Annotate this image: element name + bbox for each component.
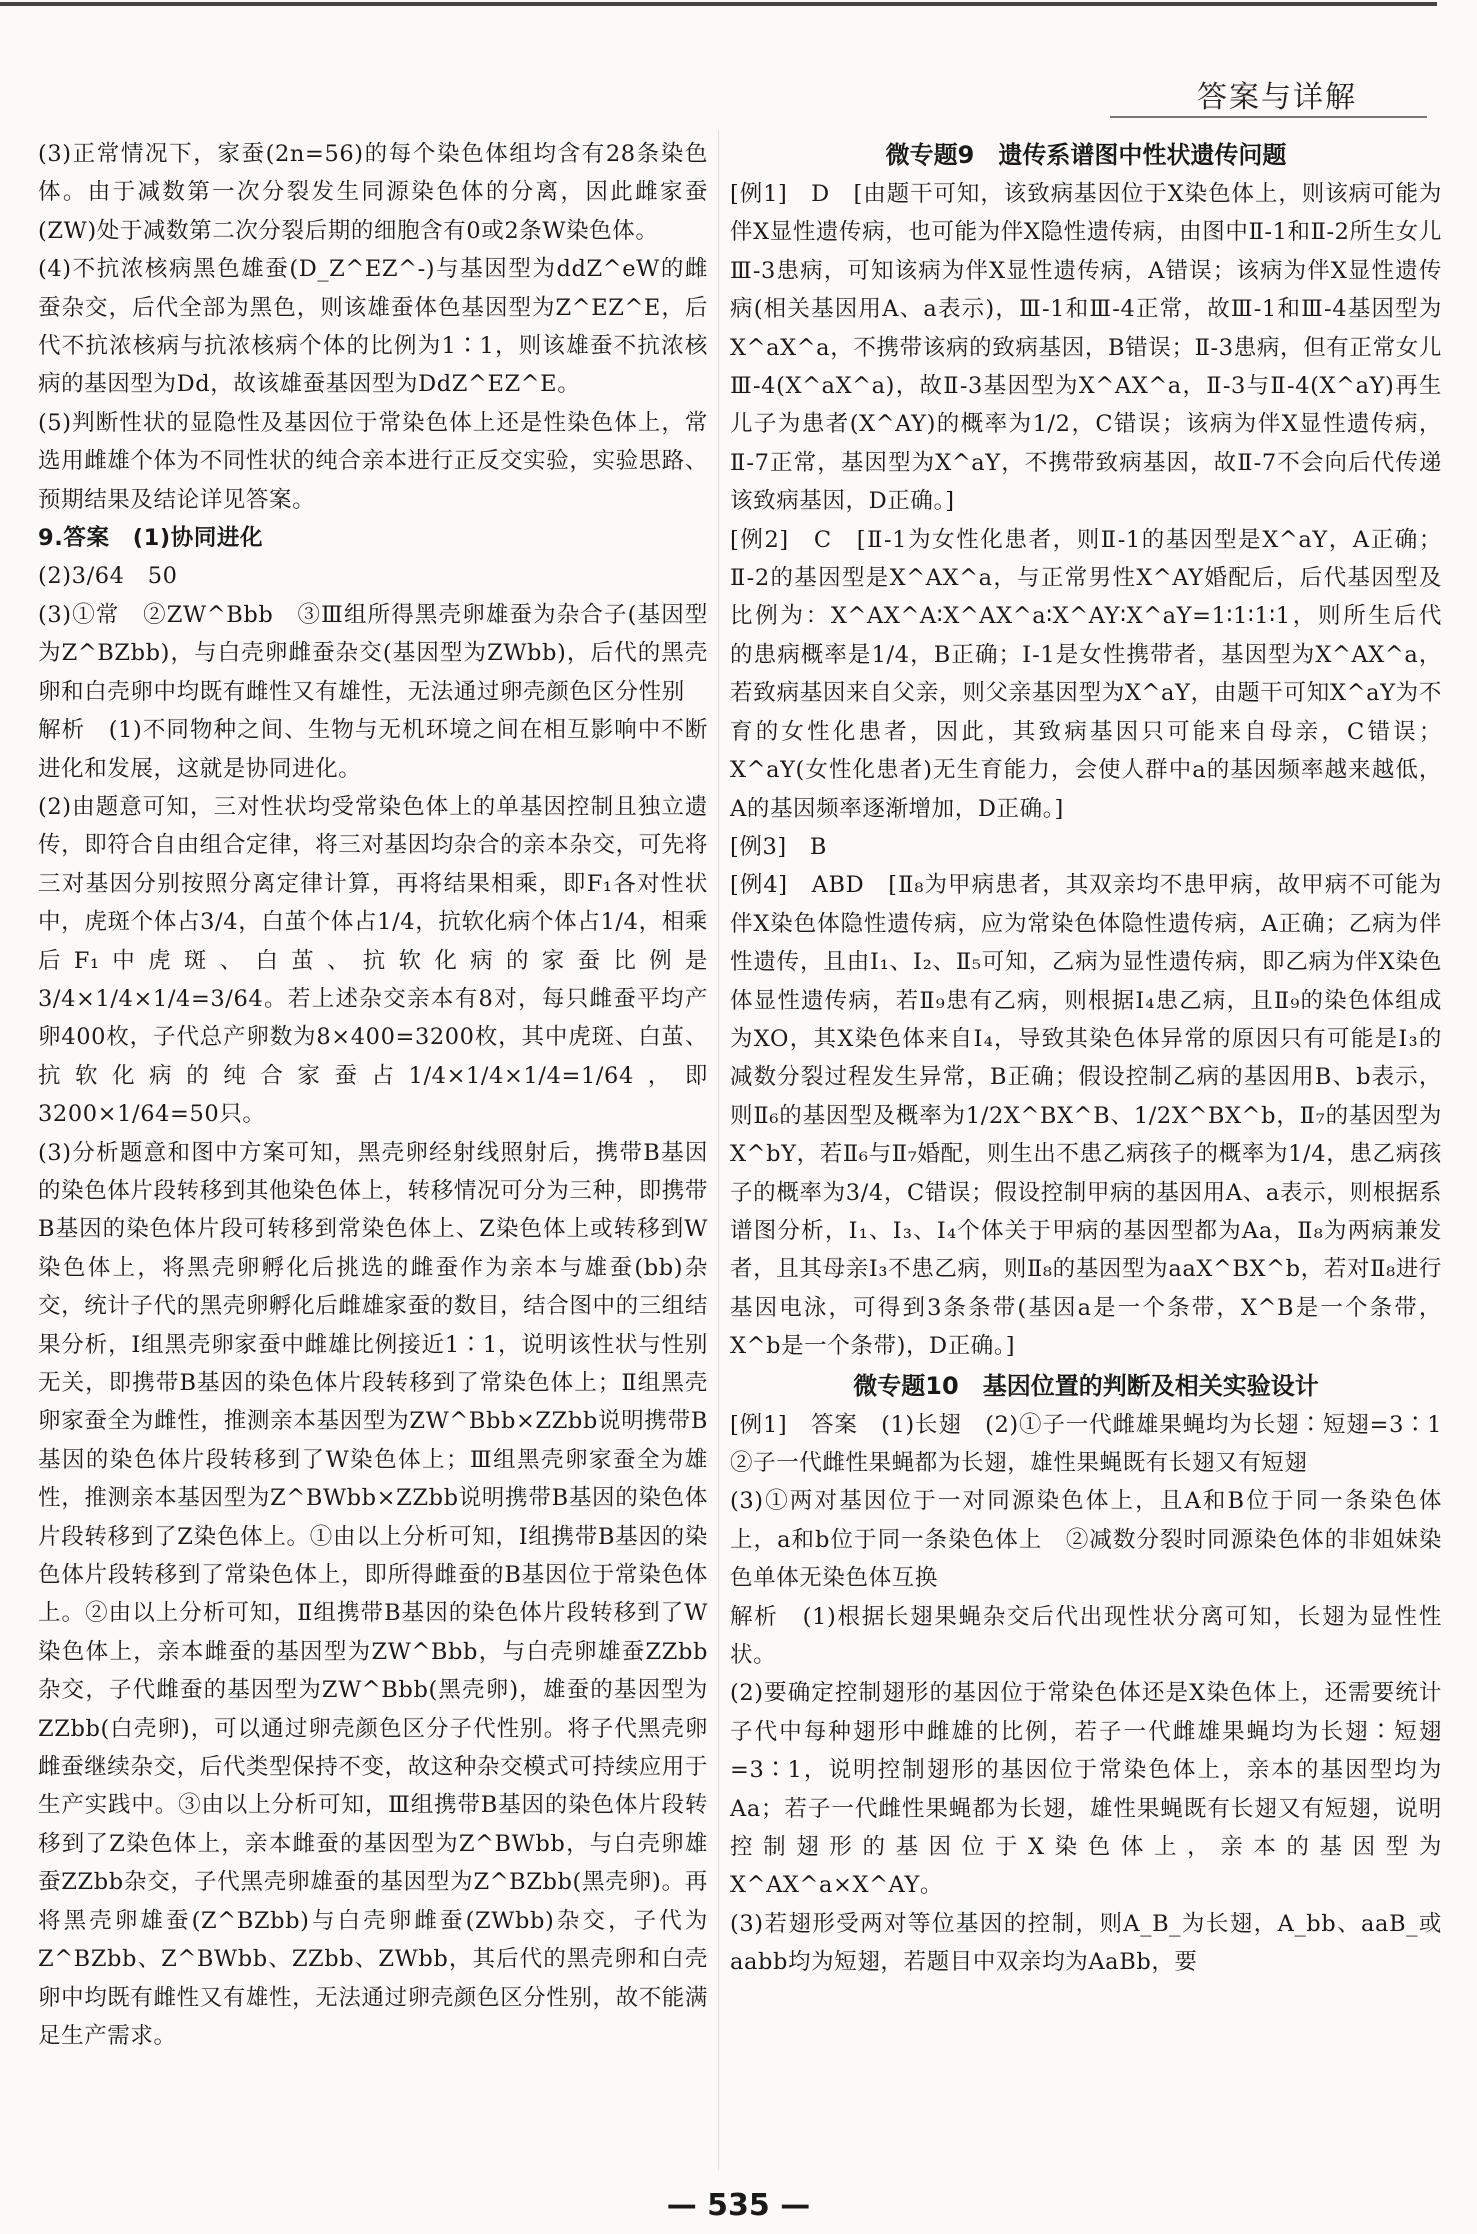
analysis-paragraph: 解析 (1)根据长翅果蝇杂交后代出现性状分离可知，长翅为显性性状。	[730, 1603, 1442, 1669]
section-title: 微专题9 遗传系谱图中性状遗传问题	[885, 141, 1287, 169]
example-paragraph: [例1] D [由题干可知，该致病基因位于X染色体上，则该病可能为伴X显性遗传病，也可能为伴X隐性遗传病，由图中Ⅱ-1和Ⅱ-2所生女儿Ⅲ-3患病，可知该病为伴X显性遗传病，A错误；该病为伴X显性遗传病(相关基因用A、a表示)，Ⅲ-1和Ⅲ-4正常，故Ⅲ-1和Ⅲ-4基因型为X^aX^a，不携带该病的致病基因，B错误；Ⅱ-3患病，但有正常女儿Ⅲ-4(X^aX^a)，故Ⅱ-3基因型为X^AX^a，Ⅱ-3与Ⅱ-4(X^aY)再生儿子为患者(X^AY)的概率为1/2，C错误；该病为伴X显性遗传病，Ⅱ-7正常，基因型为X^aY，不携带致病基因，故Ⅱ-7不会向后代传递该致病基因，D正确。]	[730, 181, 1442, 515]
paragraph: (3)①两对基因位于一对同源染色体上，且A和B位于同一条染色体上，a和b位于同一条染色体上 ②减数分裂时同源染色体的非姐妹染色单体无染色体互换	[730, 1488, 1442, 1592]
answer-heading: 9.答案 (1)协同进化	[38, 525, 264, 552]
section-title: 微专题10 基因位置的判断及相关实验设计	[853, 1371, 1319, 1400]
paragraph: (3)若翅形受两对等位基因的控制，则A_B_为长翅，A_bb、aaB_或aabb均为短翅，若题目中双亲均为AaBb，要	[730, 1910, 1442, 1976]
paragraph: (2)要确定控制翅形的基因位于常染色体还是X染色体上，还需要统计子代中每种翅形中雌雄的比例，若子一代雌雄果蝇均为长翅∶短翅=3∶1，说明控制翅形的基因位于常染色体上，亲本的基因型均为Aa；若子一代雌性果蝇都为长翅，雄性果蝇既有长翅又有短翅，说明控制翅形的基因位于X染色体上，亲本的基因型为X^AX^a×X^AY。	[730, 1680, 1442, 1899]
page-header-title: 答案与详解	[1197, 80, 1357, 115]
paragraph: (2)由题意可知，三对性状均受常染色体上的单基因控制且独立遗传，即符合自由组合定律，将三对基因均杂合的亲本杂交，可先将三对基因分别按照分离定律计算，再将结果相乘，即F₁各对性状中，虎斑个体占3/4，白茧个体占1/4，抗软化病个体占1/4，相乘后F₁中虎斑、白茧、抗软化病的家蚕比例是3/4×1/4×1/4=3/64。若上述杂交亲本有8对，每只雌蚕平均产卵400枚，子代总产卵数为8×400=3200枚，其中虎斑、白茧、抗软化病的纯合家蚕占1/4×1/4×1/4=1/64，即3200×1/64=50只。	[38, 793, 708, 1128]
example-paragraph: [例3] B	[730, 833, 828, 860]
paragraph: (3)①常 ②ZW^Bbb ③Ⅲ组所得黑壳卵雄蚕为杂合子(基因型为Z^BZbb)，与白壳卵雌蚕杂交(基因型为ZWbb)，后代的黑壳卵和白壳卵中均既有雌性又有雄性，无法通过卵壳颜色区分性别	[38, 601, 708, 705]
paragraph: (5)判断性状的显隐性及基因位于常染色体上还是性染色体上，常选用雌雄个体为不同性状的纯合亲本进行正反交实验，实验思路、预期结果及结论详见答案。	[38, 409, 708, 513]
page-number: — 535 —	[666, 2188, 811, 2223]
example-paragraph: [例2] C [Ⅱ-1为女性化患者，则Ⅱ-1的基因型是X^aY，A正确；Ⅱ-2的基因型是X^AX^a，与正常男性X^AY婚配后，后代基因型及比例为：X^AX^A∶X^AX^a∶X^AY∶X^aY=1∶1∶1∶1，则所生后代的患病概率是1/4，B正确；Ⅰ-1是女性携带者，基因型为X^AX^a，若致病基因来自父亲，则父亲基因型为X^aY，由题干可知X^aY为不育的女性化患者，因此，其致病基因只可能来自母亲，C错误；X^aY(女性化患者)无生育能力，会使人群中a的基因频率越来越低，A的基因频率逐渐增加，D正确。]	[730, 526, 1442, 822]
example-paragraph: [例4] ABD [Ⅱ₈为甲病患者，其双亲均不患甲病，故甲病不可能为伴X染色体隐性遗传病，应为常染色体隐性遗传病，A正确；乙病为伴性遗传，且由Ⅰ₁、Ⅰ₂、Ⅱ₅可知，乙病为显性遗传病，即乙病为伴X染色体显性遗传病，若Ⅱ₉患有乙病，则根据Ⅰ₄患乙病，且Ⅱ₉的染色体组成为XO，其X染色体来自Ⅰ₄，导致其染色体异常的原因只有可能是Ⅰ₃的减数分裂过程发生异常，B正确；假设控制乙病的基因用B、b表示，则Ⅱ₆的基因型及概率为1/2X^BX^B、1/2X^BX^b，Ⅱ₇的基因型为X^bY，若Ⅱ₆与Ⅱ₇婚配，则生出不患乙病孩子的概率为1/4，患乙病孩子的概率为3/4，C错误；假设控制甲病的基因用A、a表示，则根据系谱图分析，Ⅰ₁、Ⅰ₃、Ⅰ₄个体关于甲病的基因型都为Aa，Ⅱ₈为两病兼发者，且其母亲Ⅰ₃不患乙病，则Ⅱ₈的基因型为aaX^BX^b，若对Ⅱ₈进行基因电泳，可得到3条条带(基因a是一个条带，X^B是一个条带，X^b是一个条带)，D正确。]	[730, 872, 1442, 1360]
paragraph: (4)不抗浓核病黑色雄蚕(D_Z^EZ^-)与基因型为ddZ^eW的雌蚕杂交，后代全部为黑色，则该雄蚕体色基因型为Z^EZ^E，后代不抗浓核病与抗浓核病个体的比例为1∶1，则该雄蚕不抗浓核病的基因型为Dd，故该雄蚕基因型为DdZ^EZ^E。	[38, 256, 708, 398]
column-divider	[718, 130, 719, 2170]
right-column	[730, 135, 1466, 1982]
paragraph: (2)3/64 50	[38, 563, 178, 590]
example-paragraph: [例1] 答案 (1)长翅 (2)①子一代雌雄果蝇均为长翅∶短翅=3∶1 ②子一代雌性果蝇都为长翅，雄性果蝇既有长翅又有短翅	[730, 1411, 1466, 1476]
header-top-rule	[0, 2, 1437, 6]
header-underline	[1110, 116, 1427, 118]
left-column	[38, 135, 708, 2055]
analysis-paragraph: 解析 (1)不同物种之间、生物与无机环境之间在相互影响中不断进化和发展，这就是协同进化。	[38, 717, 708, 782]
paragraph: (3)分析题意和图中方案可知，黑壳卵经射线照射后，携带B基因的染色体片段转移到其他染色体上，转移情况可分为三种，即携带B基因的染色体片段可转移到常染色体上、Z染色体上或转移到W染色体上，将黑壳卵孵化后挑选的雌蚕作为亲本与雄蚕(bb)杂交，统计子代的黑壳卵孵化后雌雄家蚕的数目，结合图中的三组结果分析，Ⅰ组黑壳卵家蚕中雌雄比例接近1∶1，说明该性状与性别无关，即携带B基因的染色体片段转移到了常染色体上；Ⅱ组黑壳卵家蚕全为雌性，推测亲本基因型为ZW^Bbb×ZZbb说明携带B基因的染色体片段转移到了W染色体上；Ⅲ组黑壳卵家蚕全为雄性，推测亲本基因型为Z^BWbb×ZZbb说明携带B基因的染色体片段转移到了Z染色体上。①由以上分析可知，Ⅰ组携带B基因的染色体片段转移到了常染色体上，即所得雌蚕的B基因位于常染色体上。②由以上分析可知，Ⅱ组携带B基因的染色体片段转移到了W染色体上，亲本雌蚕的基因型为ZW^Bbb，与白壳卵雄蚕ZZbb杂交，子代雌蚕的基因型为ZW^Bbb(黑壳卵)，雄蚕的基因型为ZZbb(白壳卵)，可以通过卵壳颜色区分子代性别。将子代黑壳卵雌蚕继续杂交，后代类型保持不变，故这种杂交模式可持续应用于生产实践中。③由以上分析可知，Ⅲ组携带B基因的染色体片段转移到了Z染色体上，亲本雌蚕的基因型为Z^BWbb，与白壳卵雄蚕ZZbb杂交，子代黑壳卵雄蚕的基因型为Z^BZbb(黑壳卵)。再将黑壳卵雄蚕(Z^BZbb)与白壳卵雌蚕(ZWbb)杂交，子代为Z^BZbb、Z^BWbb、ZZbb、ZWbb，其后代的黑壳卵和白壳卵中均既有雌性又有雄性，无法通过卵壳颜色区分性别，故不能满足生产需求。	[38, 1139, 708, 2049]
paragraph: (3)正常情况下，家蚕(2n=56)的每个染色体组均含有28条染色体。由于减数第一次分裂发生同源染色体的分离，因此雌家蚕(ZW)处于减数第二次分裂后期的细胞含有0或2条W染色体。	[38, 141, 708, 244]
